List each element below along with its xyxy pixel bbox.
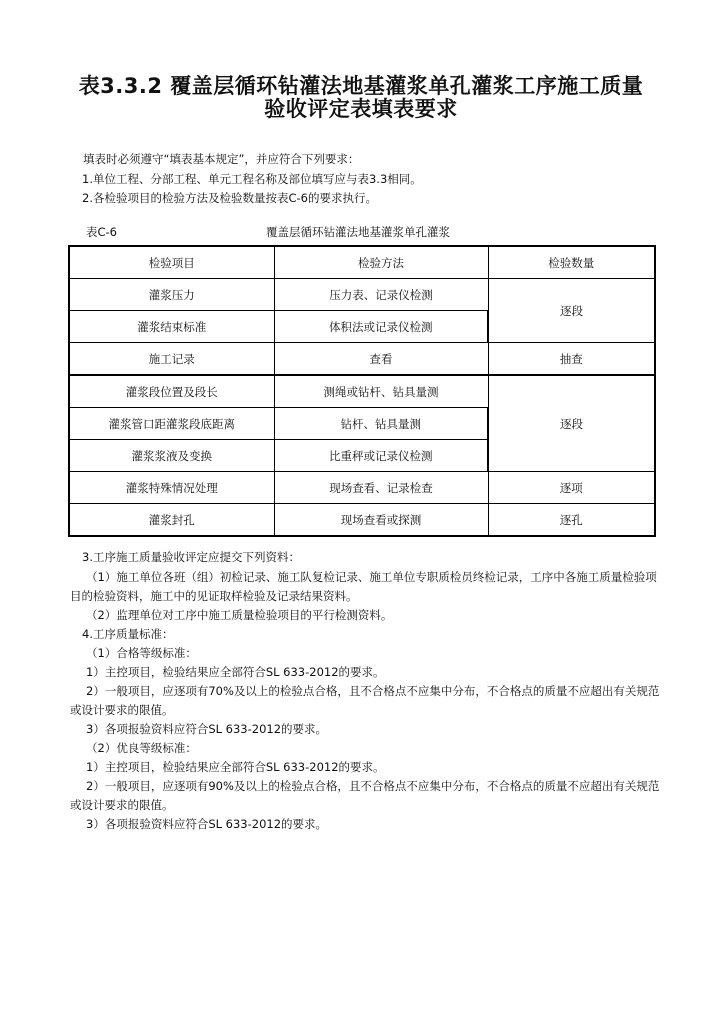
table-caption: 覆盖层循环钻灌法地基灌浆单孔灌浆 <box>266 225 450 239</box>
page-title-line-2: 验收评定表填表要求 <box>264 97 458 121</box>
row-item: 灌浆管口距灌浆段底距离 <box>69 408 274 440</box>
row-method: 比重秤或记录仪检测 <box>274 440 488 472</box>
table-row <box>69 375 655 408</box>
row-item: 灌浆特殊情况处理 <box>69 472 274 504</box>
table-row <box>69 279 655 311</box>
req-3: 3.工序施工质量验收评定应提交下列资料： <box>82 550 300 564</box>
table-header-row <box>69 246 655 279</box>
req-4-1-1: 1）主控项目，检验结果应全部符合SL 633-2012的要求。 <box>86 665 385 679</box>
row-method: 查看 <box>274 343 488 376</box>
quantity-group-1: 逐段 <box>488 279 655 343</box>
row-method: 现场查看或探测 <box>274 504 488 537</box>
row-item: 灌浆浆液及变换 <box>69 440 274 472</box>
quantity-group-2: 逐段 <box>488 375 655 472</box>
row-method: 钻杆、钻具量测 <box>274 408 488 440</box>
page-title-line-1: 表3.3.2 覆盖层循环钻灌法地基灌浆单孔灌浆工序施工质量 <box>78 74 644 98</box>
row-item: 灌浆段位置及段长 <box>69 375 274 408</box>
table-code: 表C-6 <box>86 225 117 239</box>
intro-item-2: 2.各检验项目的检验方法及检验数量按表C-6的要求执行。 <box>82 191 377 205</box>
intro-item-1: 1.单位工程、分部工程、单元工程名称及部位填写应与表3.3相同。 <box>82 172 422 186</box>
row-method: 体积法或记录仪检测 <box>274 311 488 343</box>
req-4: 4.工序质量标准： <box>82 627 174 641</box>
req-3-1-b: 目的检验资料，施工中的见证取样检验及记录结果资料。 <box>70 589 358 603</box>
quantity-row-8: 逐孔 <box>488 504 655 537</box>
req-4-2-2-b: 或设计要求的限值。 <box>70 798 174 812</box>
req-4-2-3: 3）各项报验资料应符合SL 633-2012的要求。 <box>86 817 328 831</box>
row-method: 测绳或钻杆、钻具量测 <box>274 375 488 408</box>
req-4-2-2-a: 2）一般项目，应逐项有90%及以上的检验点合格，且不合格点不应集中分布，不合格点的质量不应超出有关规范 <box>86 779 660 793</box>
table-row <box>69 504 655 537</box>
req-3-1-a: （1）施工单位各班（组）初检记录、施工队复检记录、施工单位专职质检员终检记录，工序中各施工质量检验项 <box>86 570 657 584</box>
quantity-row-3: 抽查 <box>488 343 655 376</box>
row-item: 灌浆结束标准 <box>69 311 274 343</box>
table-row <box>69 343 655 376</box>
inspection-table <box>68 245 656 537</box>
header-item: 检验项目 <box>69 246 274 279</box>
table-row <box>69 472 655 504</box>
req-4-1-2-b: 或设计要求的限值。 <box>70 703 174 717</box>
header-method: 检验方法 <box>274 246 488 279</box>
req-4-1-2-a: 2）一般项目，应逐项有70%及以上的检验点合格，且不合格点不应集中分布，不合格点的质量不应超出有关规范 <box>86 684 660 698</box>
header-quantity: 检验数量 <box>488 246 655 279</box>
row-item: 灌浆压力 <box>69 279 274 311</box>
req-4-1-3: 3）各项报验资料应符合SL 633-2012的要求。 <box>86 722 328 736</box>
row-item: 灌浆封孔 <box>69 504 274 537</box>
req-4-1: （1）合格等级标准： <box>86 646 197 660</box>
req-4-2: （2）优良等级标准： <box>86 741 197 755</box>
row-method: 现场查看、记录检查 <box>274 472 488 504</box>
row-item: 施工记录 <box>69 343 274 376</box>
req-4-2-1: 1）主控项目，检验结果应全部符合SL 633-2012的要求。 <box>86 760 385 774</box>
row-method: 压力表、记录仪检测 <box>274 279 488 311</box>
req-3-2: （2）监理单位对工序中施工质量检验项目的平行检测资料。 <box>86 608 393 622</box>
intro-lead: 填表时必须遵守“填表基本规定”，并应符合下列要求： <box>83 152 360 166</box>
quantity-row-7: 逐项 <box>488 472 655 504</box>
